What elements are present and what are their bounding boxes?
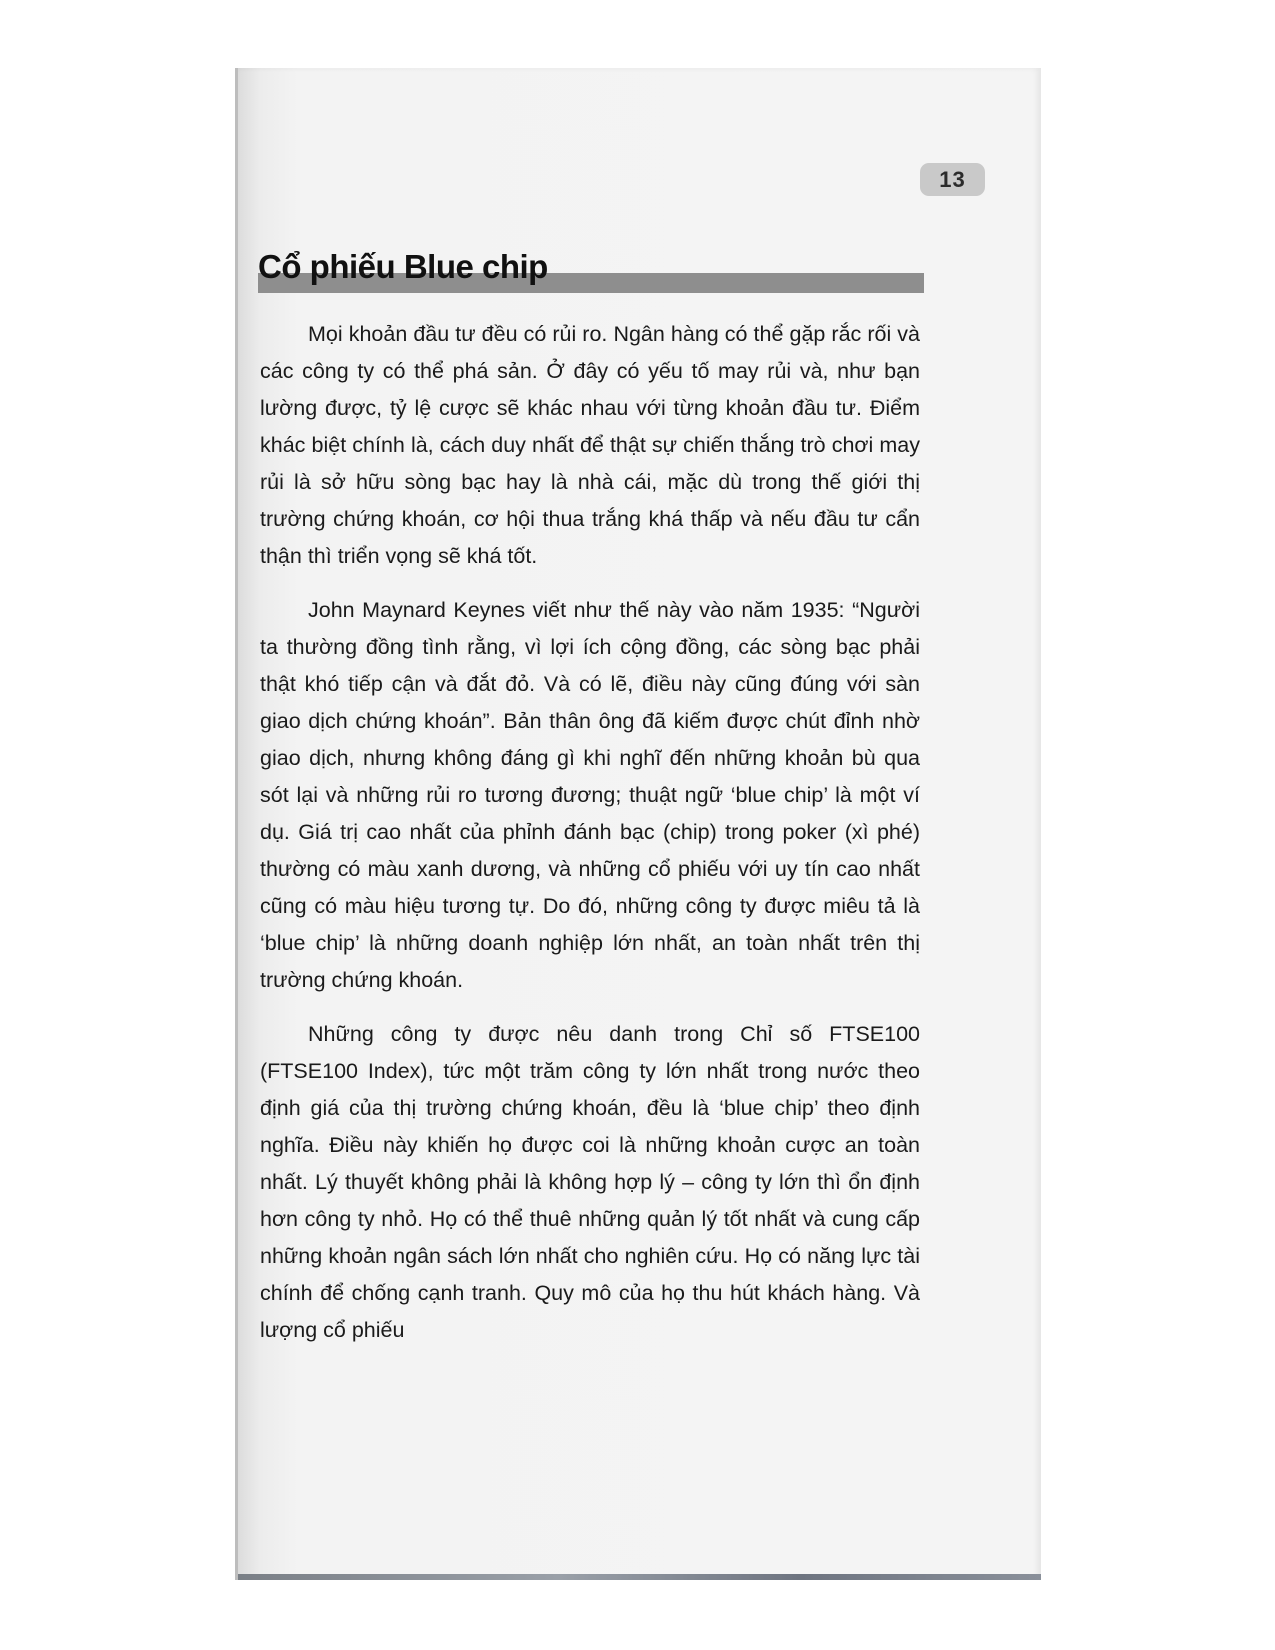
paragraph-3: Những công ty được nêu danh trong Chỉ số FTSE100 (FTSE100 Index), tức một trăm công ty lớn nhất trong nước theo định giá của thị trường chứng khoán, đều là ‘blue chip’ theo định nghĩa. Điều này khiến họ được coi là những khoản cược an toàn nhất. Lý thuyết không phải là không hợp lý – công ty lớn thì ổn định hơn công ty nhỏ. Họ có thể thuê những quản lý tốt nhất và cung cấp những khoản ngân sách lớn nhất cho nghiên cứu. Họ có năng lực tài chính để chống cạnh tranh. Quy mô của họ thu hút khách hàng. Và lượng cổ phiếu — [260, 1022, 920, 1342]
page-number-badge: 13 — [920, 163, 985, 196]
body-text — [260, 316, 920, 1366]
book-page — [235, 68, 1041, 1580]
page-bottom-edge — [238, 1574, 1041, 1580]
section-title: Cổ phiếu Blue chip — [258, 248, 548, 285]
section-heading — [258, 248, 924, 296]
paragraph-2: John Maynard Keynes viết như thế này vào năm 1935: “Người ta thường đồng tình rằng, vì lợi ích cộng đồng, các sòng bạc phải thật khó tiếp cận và đắt đỏ. Và có lẽ, điều này cũng đúng với sàn giao dịch chứng khoán”. Bản thân ông đã kiếm được chút đỉnh nhờ giao dịch, nhưng không đáng gì khi nghĩ đến những khoản bù qua sót lại và những rủi ro tương đương; thuật ngữ ‘blue chip’ là một ví dụ. Giá trị cao nhất của phỉnh đánh bạc (chip) trong poker (xì phé) thường có màu xanh dương, và những cổ phiếu với uy tín cao nhất cũng có màu hiệu tương tự. Do đó, những công ty được miêu tả là ‘blue chip’ là những doanh nghiệp lớn nhất, an toàn nhất trên thị trường chứng khoán. — [260, 598, 920, 992]
paragraph-1: Mọi khoản đầu tư đều có rủi ro. Ngân hàng có thể gặp rắc rối và các công ty có thể phá sản. Ở đây có yếu tố may rủi và, như bạn lường được, tỷ lệ cược sẽ khác nhau với từng khoản đầu tư. Điểm khác biệt chính là, cách duy nhất để thật sự chiến thắng trò chơi may rủi là sở hữu sòng bạc hay là nhà cái, mặc dù trong thế giới thị trường chứng khoán, cơ hội thua trắng khá thấp và nếu đầu tư cẩn thận thì triển vọng sẽ khá tốt. — [260, 322, 920, 568]
